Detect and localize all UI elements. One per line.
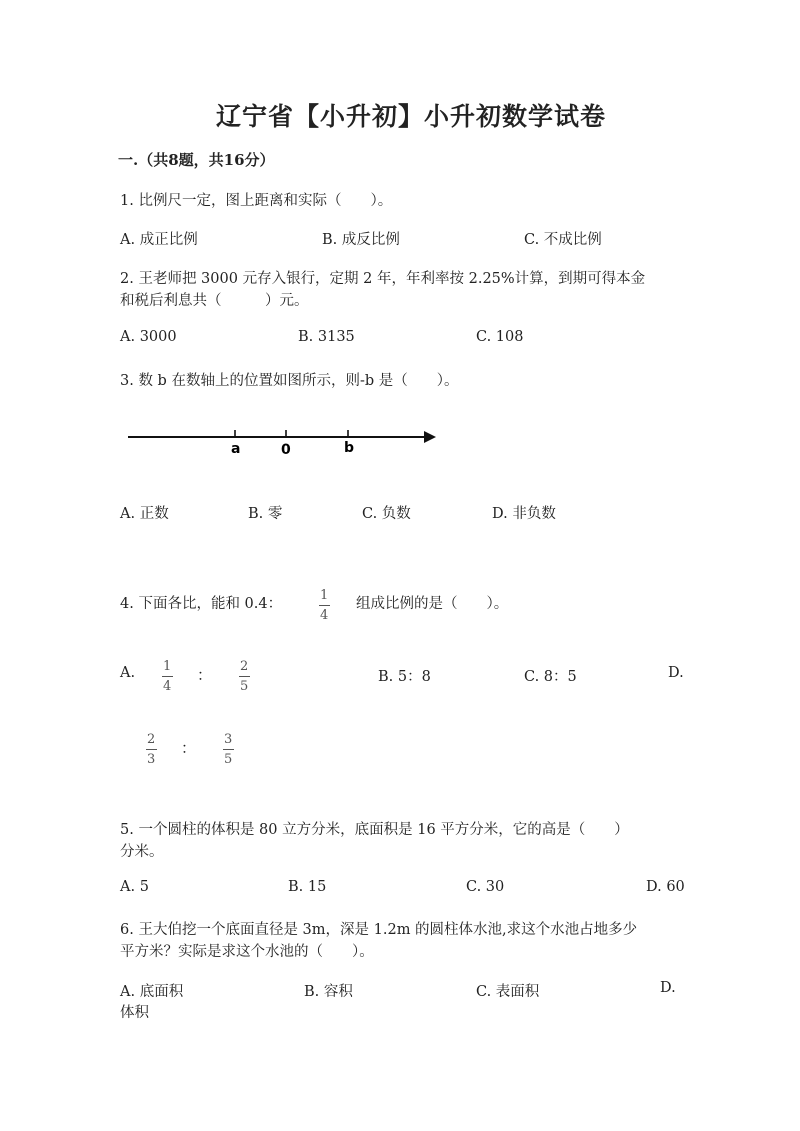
question-2-line-1: 2. 王老师把 3000 元存入银行，定期 2 年，年利率按 2.25%计算，到期可得本金 bbox=[120, 271, 646, 287]
number-line-figure bbox=[124, 420, 444, 460]
fraction-denominator: 4 bbox=[163, 679, 172, 694]
q5-option-d[interactable]: D. 60 bbox=[646, 879, 685, 895]
q4-fraction bbox=[318, 589, 330, 622]
q3-option-a[interactable]: A. 正数 bbox=[120, 506, 169, 522]
q4-option-b[interactable]: B. 5：8 bbox=[378, 669, 431, 685]
fraction-numerator: 2 bbox=[240, 659, 249, 674]
question-2-line-2: 和税后利息共（ ）元。 bbox=[120, 293, 309, 309]
q4-option-d-fraction-2 bbox=[222, 733, 234, 766]
question-5-line-2: 分米。 bbox=[120, 844, 164, 860]
fraction-denominator: 3 bbox=[147, 752, 156, 767]
fraction-numerator: 1 bbox=[163, 659, 172, 674]
page-title: 辽宁省【小升初】小升初数学试卷 bbox=[216, 102, 607, 131]
question-3-text: 3. 数 b 在数轴上的位置如图所示，则-b 是（ ）。 bbox=[120, 373, 459, 389]
question-5-line-1: 5. 一个圆柱的体积是 80 立方分米，底面积是 16 平方分米，它的高是（ ） bbox=[120, 822, 629, 838]
q2-option-c[interactable]: C. 108 bbox=[476, 329, 524, 345]
q6-option-d-continuation: 体积 bbox=[120, 1005, 149, 1021]
q2-option-b[interactable]: B. 3135 bbox=[298, 329, 355, 345]
q4-option-a-fraction-1 bbox=[161, 660, 173, 693]
question-6-line-1: 6. 王大伯挖一个底面直径是 3m，深是 1.2m 的圆柱体水池,求这个水池占地多少 bbox=[120, 922, 638, 938]
q4-option-a-label[interactable]: A. bbox=[120, 665, 136, 681]
axis-label-a: a bbox=[231, 441, 241, 457]
q3-option-b[interactable]: B. 零 bbox=[248, 506, 283, 522]
question-4-text-after: 组成比例的是（ ）。 bbox=[356, 596, 509, 612]
q1-option-b[interactable]: B. 成反比例 bbox=[322, 232, 400, 248]
q4-option-a-colon: ： bbox=[197, 666, 213, 684]
axis-label-zero: 0 bbox=[281, 442, 291, 458]
q1-option-c[interactable]: C. 不成比例 bbox=[524, 232, 602, 248]
question-6-line-2: 平方米？实际是求这个水池的（ ）。 bbox=[120, 944, 374, 960]
question-4-text-before: 4. 下面各比，能和 0.4： bbox=[120, 596, 283, 612]
fraction-numerator: 3 bbox=[224, 732, 233, 747]
q3-option-c[interactable]: C. 负数 bbox=[362, 506, 411, 522]
q6-option-c[interactable]: C. 表面积 bbox=[476, 984, 540, 1000]
q4-option-d-fraction-1 bbox=[145, 733, 157, 766]
q4-option-d-label[interactable]: D. bbox=[668, 665, 684, 681]
q4-option-c[interactable]: C. 8：5 bbox=[524, 669, 577, 685]
q5-option-a[interactable]: A. 5 bbox=[120, 879, 149, 895]
q6-option-a[interactable]: A. 底面积 bbox=[120, 984, 184, 1000]
q4-option-a-fraction-2 bbox=[238, 660, 250, 693]
fraction-denominator: 5 bbox=[240, 679, 249, 694]
fraction-denominator: 4 bbox=[320, 608, 329, 623]
q6-option-d[interactable]: D. bbox=[660, 980, 676, 996]
q3-option-d[interactable]: D. 非负数 bbox=[492, 506, 556, 522]
section-header: 一.（共8题，共16分） bbox=[118, 151, 275, 169]
question-1-text: 1. 比例尺一定，图上距离和实际（ ）。 bbox=[120, 193, 393, 209]
fraction-numerator: 2 bbox=[147, 732, 156, 747]
fraction-denominator: 5 bbox=[224, 752, 233, 767]
number-line-arrow-icon bbox=[424, 431, 436, 443]
q5-option-b[interactable]: B. 15 bbox=[288, 879, 327, 895]
q2-option-a[interactable]: A. 3000 bbox=[120, 329, 177, 345]
axis-label-b: b bbox=[344, 440, 355, 456]
q4-option-d-colon: ： bbox=[181, 739, 197, 757]
q1-option-a[interactable]: A. 成正比例 bbox=[120, 232, 198, 248]
fraction-numerator: 1 bbox=[320, 588, 329, 603]
q6-option-b[interactable]: B. 容积 bbox=[304, 984, 353, 1000]
q5-option-c[interactable]: C. 30 bbox=[466, 879, 505, 895]
